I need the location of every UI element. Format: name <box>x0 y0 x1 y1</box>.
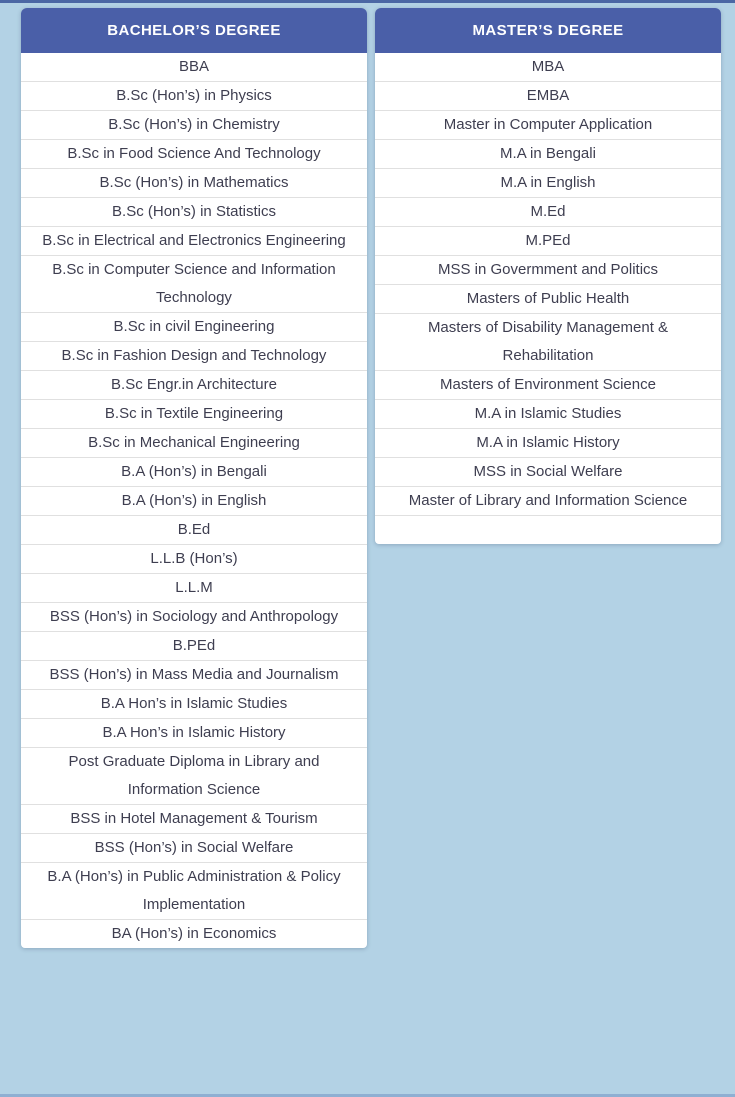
table-row: EMBA <box>375 82 721 111</box>
table-row: BSS in Hotel Management & Tourism <box>21 805 367 834</box>
table-row: B.PEd <box>21 632 367 661</box>
table-row: BBA <box>21 53 367 82</box>
table-row: B.Sc in civil Engineering <box>21 313 367 342</box>
table-row: L.L.B (Hon’s) <box>21 545 367 574</box>
table-row: Master of Library and Information Science <box>375 487 721 516</box>
table-row: MBA <box>375 53 721 82</box>
table-row: B.Sc (Hon’s) in Statistics <box>21 198 367 227</box>
table-row: B.Sc (Hon’s) in Mathematics <box>21 169 367 198</box>
table-row: BSS (Hon’s) in Social Welfare <box>21 834 367 863</box>
top-border-strip <box>0 0 735 3</box>
table-row: Masters of Environment Science <box>375 371 721 400</box>
table-row: B.Sc Engr.in Architecture <box>21 371 367 400</box>
table-row: B.Sc (Hon’s) in Physics <box>21 82 367 111</box>
table-row <box>375 516 721 544</box>
bachelors-degree-table <box>21 8 367 948</box>
table-row: M.A in Bengali <box>375 140 721 169</box>
table-row: B.A Hon’s in Islamic Studies <box>21 690 367 719</box>
table-row: M.A in Islamic Studies <box>375 400 721 429</box>
table-row: B.Sc in Electrical and Electronics Engineering <box>21 227 367 256</box>
table-row: B.A Hon’s in Islamic History <box>21 719 367 748</box>
table-row: BSS (Hon’s) in Mass Media and Journalism <box>21 661 367 690</box>
table-row: L.L.M <box>21 574 367 603</box>
table-row: B.A (Hon’s) in Public Administration & Policy Implementation <box>21 863 367 920</box>
table-row: B.Sc (Hon’s) in Chemistry <box>21 111 367 140</box>
table-row: Masters of Disability Management & Rehabilitation <box>375 314 721 371</box>
table-row: B.A (Hon’s) in English <box>21 487 367 516</box>
masters-degree-table <box>375 8 721 544</box>
table-row: M.A in English <box>375 169 721 198</box>
table-row: B.Sc in Mechanical Engineering <box>21 429 367 458</box>
table-row: B.Sc in Textile Engineering <box>21 400 367 429</box>
table-row: B.Sc in Fashion Design and Technology <box>21 342 367 371</box>
table-row: BA (Hon’s) in Economics <box>111 925 277 942</box>
table-row: BSS (Hon’s) in Sociology and Anthropology <box>21 603 367 632</box>
table-row: M.PEd <box>375 227 721 256</box>
table-row: MSS in Govermment and Politics <box>375 256 721 285</box>
table-row: M.A in Islamic History <box>375 429 721 458</box>
masters-degree-table-body <box>375 53 721 544</box>
table-row: Post Graduate Diploma in Library and Information Science <box>21 748 367 805</box>
bachelors-degree-header: BACHELOR’S DEGREE <box>21 8 367 53</box>
masters-degree-header: MASTER’S DEGREE <box>375 8 721 53</box>
table-row: MSS in Social Welfare <box>375 458 721 487</box>
table-row: M.Ed <box>375 198 721 227</box>
bachelors-degree-table-body <box>21 53 367 948</box>
table-row: B.Ed <box>21 516 367 545</box>
table-row: Master in Computer Application <box>375 111 721 140</box>
table-row: B.A (Hon’s) in Bengali <box>21 458 367 487</box>
table-row: Masters of Public Health <box>375 285 721 314</box>
table-row: B.Sc in Computer Science and Information Technology <box>21 256 367 313</box>
table-row: B.Sc in Food Science And Technology <box>21 140 367 169</box>
